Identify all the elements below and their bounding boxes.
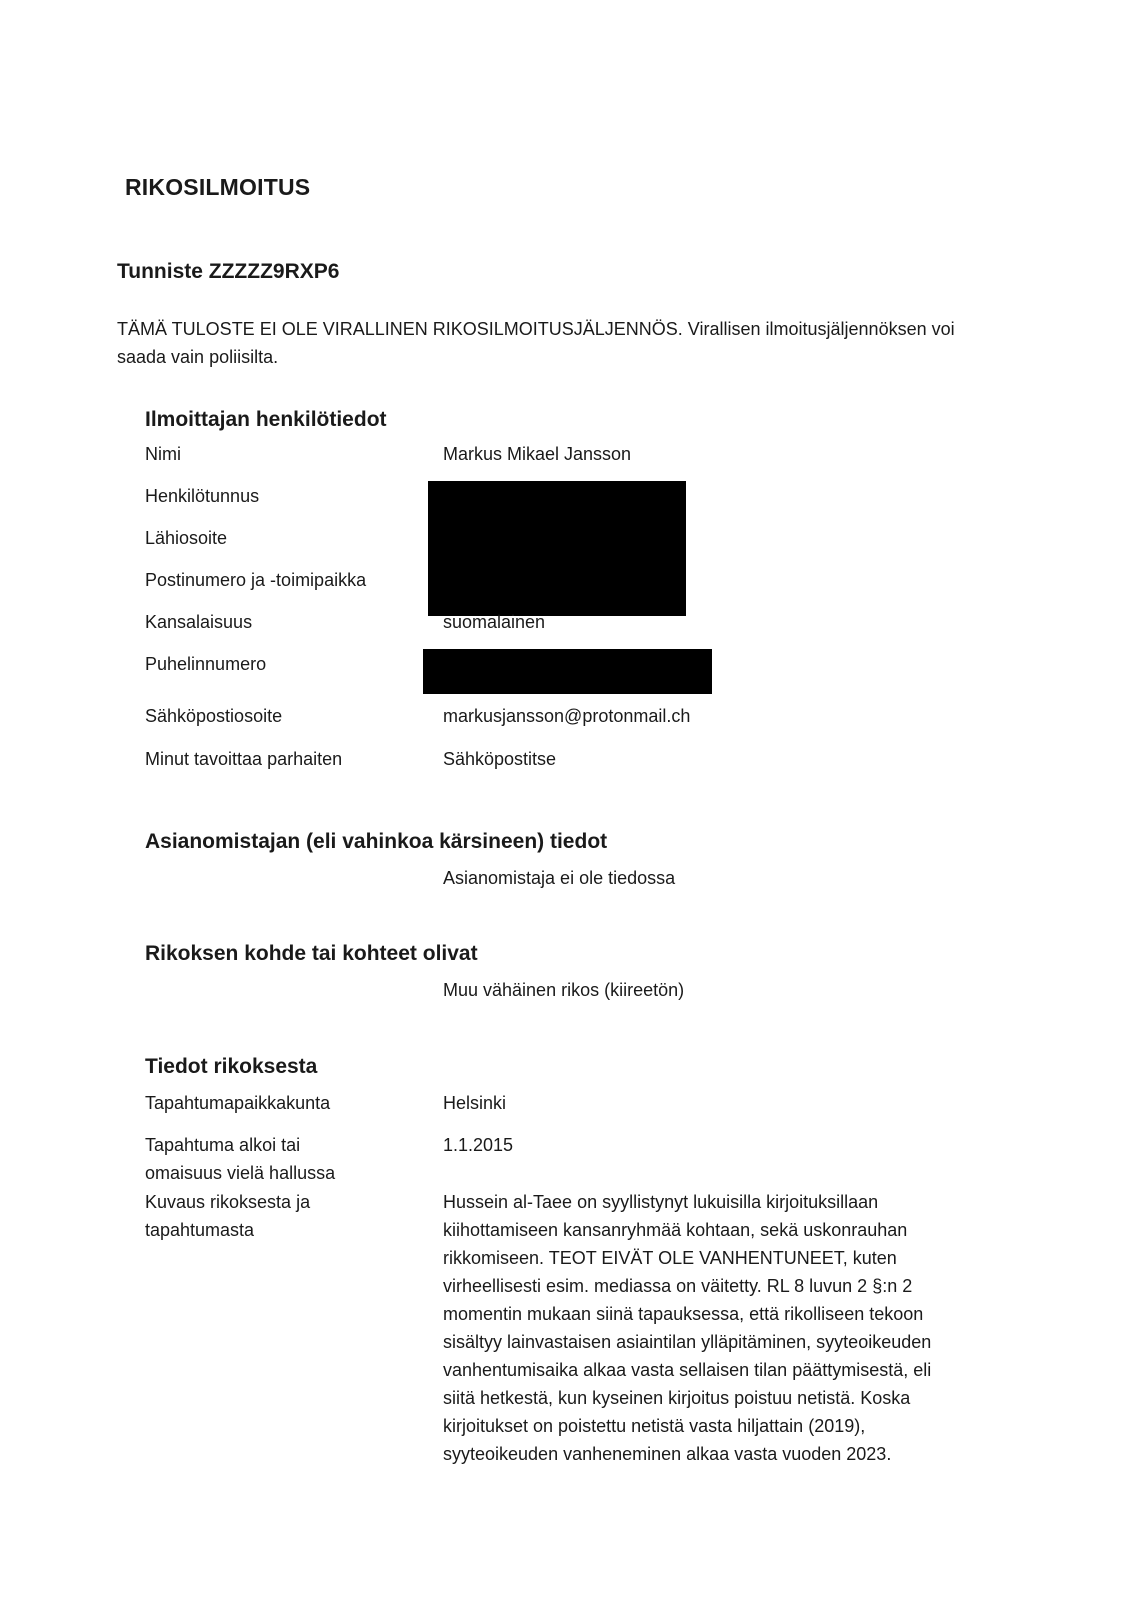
field-label-description-line: tapahtumasta bbox=[145, 1220, 255, 1240]
description-line: rikkomiseen. TEOT EIVÄT OLE VANHENTUNEET, kuten bbox=[443, 1248, 897, 1268]
crime-heading: Tiedot rikoksesta bbox=[145, 1055, 318, 1078]
report-identifier: Tunniste ZZZZZ9RXP6 bbox=[117, 260, 340, 283]
description-line: kirjoitukset on poistettu netistä vasta hiljattain (2019), bbox=[443, 1416, 866, 1436]
description-line: momentin mukaan siinä tapauksessa, että rikolliseen tekoon bbox=[443, 1304, 924, 1324]
redaction-block-phone bbox=[423, 649, 712, 694]
redaction-block-identity bbox=[428, 481, 686, 616]
description-line: syyteoikeuden vanheneminen alkaa vasta vuoden 2023. bbox=[443, 1444, 892, 1464]
field-label-email: Sähköpostiosoite bbox=[145, 706, 283, 726]
description-line: virheellisesti esim. mediassa on väitetty. RL 8 luvun 2 §:n 2 bbox=[443, 1276, 913, 1296]
target-heading: Rikoksen kohde tai kohteet olivat bbox=[145, 942, 478, 965]
description-line: sisältyy lainvastaisen asiaintilan ylläpitäminen, syyteoikeuden bbox=[443, 1332, 932, 1352]
description-line: siitä hetkestä, kun kyseinen kirjoitus poistuu netistä. Koska bbox=[443, 1388, 911, 1408]
field-label-contact-method: Minut tavoittaa parhaiten bbox=[145, 749, 343, 769]
field-value-citizenship: suomalainen bbox=[443, 612, 546, 632]
field-label-start-line: omaisuus vielä hallussa bbox=[145, 1163, 336, 1183]
target-value: Muu vähäinen rikos (kiireetön) bbox=[443, 980, 685, 1000]
description-line: Hussein al-Taee on syyllistynyt lukuisilla kirjoituksillaan bbox=[443, 1192, 879, 1212]
field-value-contact-method: Sähköpostitse bbox=[443, 749, 557, 769]
field-value-email: markusjansson@protonmail.ch bbox=[443, 706, 691, 726]
field-label-postal: Postinumero ja -toimipaikka bbox=[145, 570, 367, 590]
document-title: RIKOSILMOITUS bbox=[125, 174, 311, 200]
field-label-start-line: Tapahtuma alkoi tai bbox=[145, 1135, 301, 1155]
field-value-name: Markus Mikael Jansson bbox=[443, 444, 632, 464]
field-label-phone: Puhelinnumero bbox=[145, 654, 267, 674]
disclaimer-line: TÄMÄ TULOSTE EI OLE VIRALLINEN RIKOSILMOITUSJÄLJENNÖS. Virallisen ilmoitusjäljennöksen voi bbox=[117, 319, 955, 339]
field-value-place: Helsinki bbox=[443, 1093, 507, 1113]
crime-description bbox=[443, 1188, 1003, 1468]
field-label-name: Nimi bbox=[145, 444, 181, 464]
description-line: kiihottamiseen kansanryhmää kohtaan, sekä uskonrauhan bbox=[443, 1220, 908, 1240]
victim-value: Asianomistaja ei ole tiedossa bbox=[443, 868, 676, 888]
field-label-ssn: Henkilötunnus bbox=[145, 486, 260, 506]
victim-heading: Asianomistajan (eli vahinkoa kärsineen) tiedot bbox=[145, 830, 608, 853]
field-label-address: Lähiosoite bbox=[145, 528, 228, 548]
description-line: vanhentumisaika alkaa vasta sellaisen tilan päättymisestä, eli bbox=[443, 1360, 932, 1380]
field-value-start: 1.1.2015 bbox=[443, 1135, 514, 1155]
field-label-place: Tapahtumapaikkakunta bbox=[145, 1093, 331, 1113]
disclaimer-text bbox=[117, 315, 1029, 371]
field-label-description-line: Kuvaus rikoksesta ja bbox=[145, 1192, 311, 1212]
field-label-start bbox=[145, 1131, 335, 1187]
field-label-citizenship: Kansalaisuus bbox=[145, 612, 253, 632]
reporter-heading: Ilmoittajan henkilötiedot bbox=[145, 408, 387, 431]
disclaimer-line: saada vain poliisilta. bbox=[117, 347, 279, 367]
field-label-description bbox=[145, 1188, 310, 1244]
